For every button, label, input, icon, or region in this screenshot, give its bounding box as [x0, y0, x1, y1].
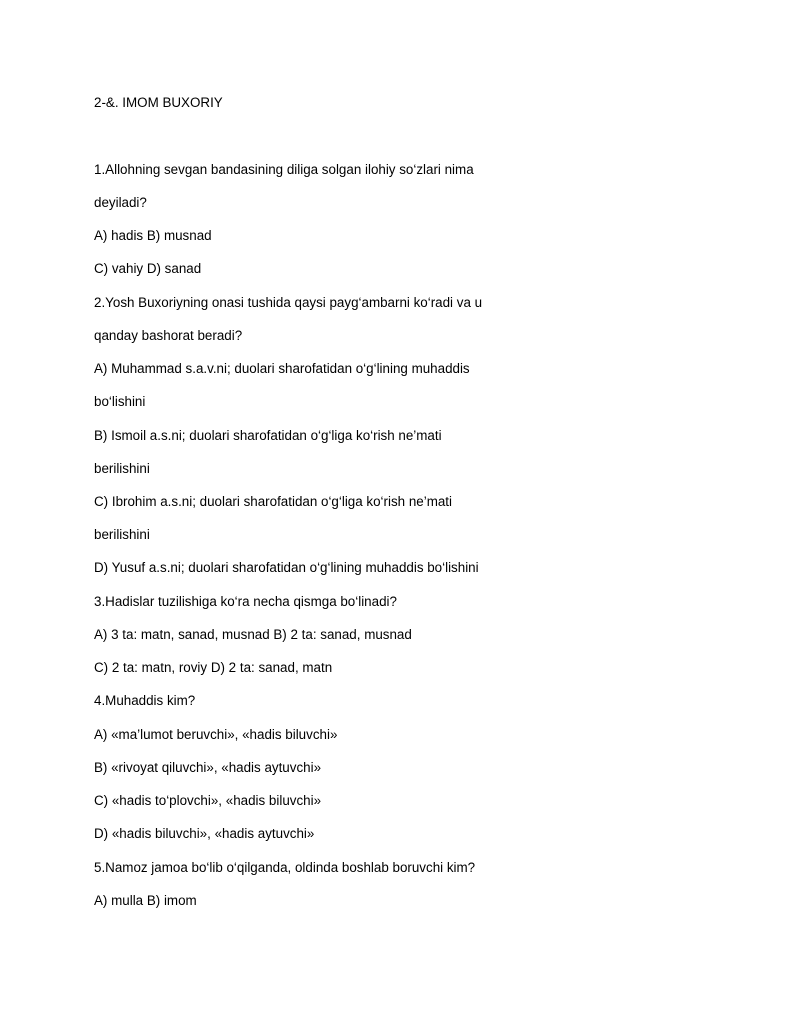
question-1-line-1: 1.Allohning sevgan bandasining diliga solgan ilohiy so‘zlari nima	[94, 162, 474, 177]
question-3-options-ab: A) 3 ta: matn, sanad, musnad B) 2 ta: sanad, musnad	[94, 627, 412, 642]
document-heading: 2-&. IMOM BUXORIY	[94, 95, 223, 110]
question-2-option-b-line-2: berilishini	[94, 461, 150, 476]
question-1-line-2: deyiladi?	[94, 195, 147, 210]
question-2-option-c-line-2: berilishini	[94, 527, 150, 542]
question-4-line-1: 4.Muhaddis kim?	[94, 693, 196, 708]
question-2-option-a-line-2: bo‘lishini	[94, 394, 146, 409]
question-4-option-b: B) «rivoyat qiluvchi», «hadis aytuvchi»	[94, 760, 322, 775]
question-3-line-1: 3.Hadislar tuzilishiga ko‘ra necha qismga bo‘linadi?	[94, 594, 397, 609]
question-2-line-1: 2.Yosh Buxoriyning onasi tushida qaysi payg‘ambarni ko‘radi va u	[94, 295, 483, 310]
question-2-line-2: qanday bashorat beradi?	[94, 328, 243, 343]
question-4-option-c: C) «hadis to‘plovchi», «hadis biluvchi»	[94, 793, 322, 808]
question-5-line-1: 5.Namoz jamoa bo‘lib o‘qilganda, oldinda boshlab boruvchi kim?	[94, 860, 476, 875]
question-1-options-cd: C) vahiy D) sanad	[94, 261, 202, 276]
question-5-options-ab: A) mulla B) imom	[94, 893, 197, 908]
question-2-option-b-line-1: B) Ismoil a.s.ni; duolari sharofatidan o‘g‘liga ko‘rish ne’mati	[94, 428, 442, 443]
question-2-option-c-line-1: C) Ibrohim a.s.ni; duolari sharofatidan o‘g‘liga ko‘rish ne’mati	[94, 494, 452, 509]
question-3-options-cd: C) 2 ta: matn, roviy D) 2 ta: sanad, matn	[94, 660, 333, 675]
question-4-option-d: D) «hadis biluvchi», «hadis aytuvchi»	[94, 826, 315, 841]
question-4-option-a: A) «ma’lumot beruvchi», «hadis biluvchi»	[94, 727, 338, 742]
question-2-option-d: D) Yusuf a.s.ni; duolari sharofatidan o‘g‘lining muhaddis bo‘lishini	[94, 560, 479, 575]
question-1-options-ab: A) hadis B) musnad	[94, 228, 212, 243]
question-2-option-a-line-1: A) Muhammad s.a.v.ni; duolari sharofatidan o‘g‘lining muhaddis	[94, 361, 470, 376]
